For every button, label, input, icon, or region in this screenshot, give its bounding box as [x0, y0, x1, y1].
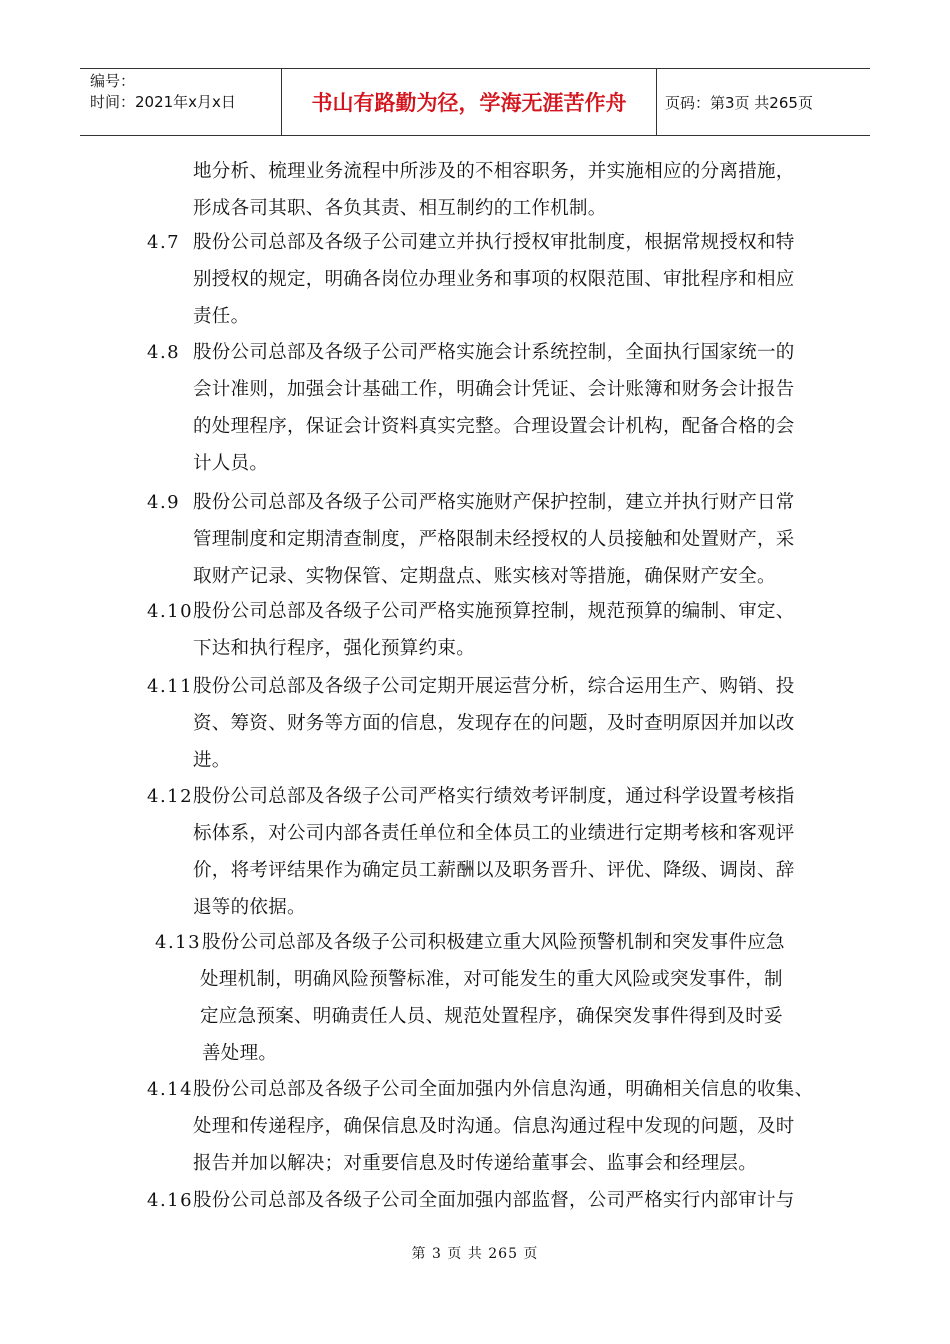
- clause-text-line: 股份公司总部及各级子公司积极建立重大风险预警机制和突发事件应急: [202, 932, 785, 953]
- clause-text-line: 资、筹资、财务等方面的信息，发现存在的问题，及时查明原因并加以改: [193, 713, 795, 734]
- clause-number: 4.13: [155, 932, 202, 953]
- clause-text-line: 地分析、梳理业务流程中所涉及的不相容职务，并实施相应的分离措施，: [193, 161, 795, 182]
- clause-text-line: 计人员。: [193, 453, 269, 474]
- clause-number: 4.14: [147, 1079, 194, 1100]
- clause-text-line: 标体系，对公司内部各责任单位和全体员工的业绩进行定期考核和客观评: [193, 823, 795, 844]
- clause-text-line: 股份公司总部及各级子公司建立并执行授权审批制度，根据常规授权和特: [193, 232, 795, 253]
- header-page-cell: [657, 69, 870, 135]
- clause-text-line: 处理和传递程序，确保信息及时沟通。信息沟通过程中发现的问题，及时: [193, 1116, 795, 1137]
- clause-text-line: 取财产记录、实物保管、定期盘点、账实核对等措施，确保财产安全。: [193, 566, 776, 587]
- clause-text-line: 会计准则，加强会计基础工作，明确会计凭证、会计账簿和财务会计报告: [193, 379, 795, 400]
- clause-text-line: 善处理。: [202, 1043, 278, 1064]
- clause-text-line: 退等的依据。: [193, 897, 306, 918]
- page-footer: [0, 1243, 950, 1263]
- clause-text-line: 股份公司总部及各级子公司严格实施预算控制，规范预算的编制、审定、: [193, 601, 795, 622]
- clause-text-line: 下达和执行程序，强化预算约束。: [193, 638, 476, 659]
- header-page-label: 页码：第3页 共265页: [665, 93, 813, 112]
- clause-text-line: 股份公司总部及各级子公司严格实施财产保护控制，建立并执行财产日常: [193, 492, 795, 513]
- clause-text-line: 的处理程序，保证会计资料真实完整。合理设置会计机构，配备合格的会: [193, 416, 795, 437]
- clause-text-line: 股份公司总部及各级子公司严格实行绩效考评制度，通过科学设置考核指: [193, 786, 795, 807]
- clause-text-line: 进。: [193, 750, 231, 771]
- clause-text-line: 股份公司总部及各级子公司全面加强内部监督，公司严格实行内部审计与: [193, 1190, 795, 1211]
- clause-text-line: 股份公司总部及各级子公司全面加强内外信息沟通，明确相关信息的收集、: [193, 1079, 814, 1100]
- footer-page-number: 第 3 页 共 265 页: [411, 1246, 539, 1262]
- clause-text-line: 责任。: [193, 306, 250, 327]
- page-header: [80, 68, 870, 136]
- clause-number: 4.12: [147, 786, 194, 807]
- clause-text-line: 股份公司总部及各级子公司严格实施会计系统控制，全面执行国家统一的: [193, 342, 795, 363]
- clause-text-line: 股份公司总部及各级子公司定期开展运营分析，综合运用生产、购销、投: [193, 676, 795, 697]
- clause-text-line: 形成各司其职、各负其责、相互制约的工作机制。: [193, 198, 607, 219]
- clause-number: 4.8: [147, 342, 181, 363]
- clause-number: 4.11: [147, 676, 194, 697]
- clause-text-line: 管理制度和定期清查制度，严格限制未经授权的人员接触和处置财产，采: [193, 529, 795, 550]
- clause-number: 4.16: [147, 1190, 194, 1211]
- document-time-label: 时间：2021年x月x日: [90, 93, 236, 111]
- document-number-label: 编号：: [90, 72, 136, 90]
- clause-text-line: 处理机制，明确风险预警标准，对可能发生的重大风险或突发事件，制: [200, 969, 783, 990]
- header-motto: 书山有路勤为径，学海无涯苦作舟: [311, 91, 627, 115]
- header-meta-cell: [80, 69, 282, 135]
- clause-text-line: 报告并加以解决；对重要信息及时传递给董事会、监事会和经理层。: [193, 1153, 758, 1174]
- clause-number: 4.10: [147, 601, 194, 622]
- clause-text-line: 定应急预案、明确责任人员、规范处置程序，确保突发事件得到及时妥: [200, 1006, 783, 1027]
- clause-text-line: 别授权的规定，明确各岗位办理业务和事项的权限范围、审批程序和相应: [193, 269, 795, 290]
- clause-text-line: 价，将考评结果作为确定员工薪酬以及职务晋升、评优、降级、调岗、辞: [193, 860, 795, 881]
- header-motto-cell: [282, 69, 657, 135]
- clause-number: 4.9: [147, 492, 181, 513]
- clause-number: 4.7: [147, 232, 181, 253]
